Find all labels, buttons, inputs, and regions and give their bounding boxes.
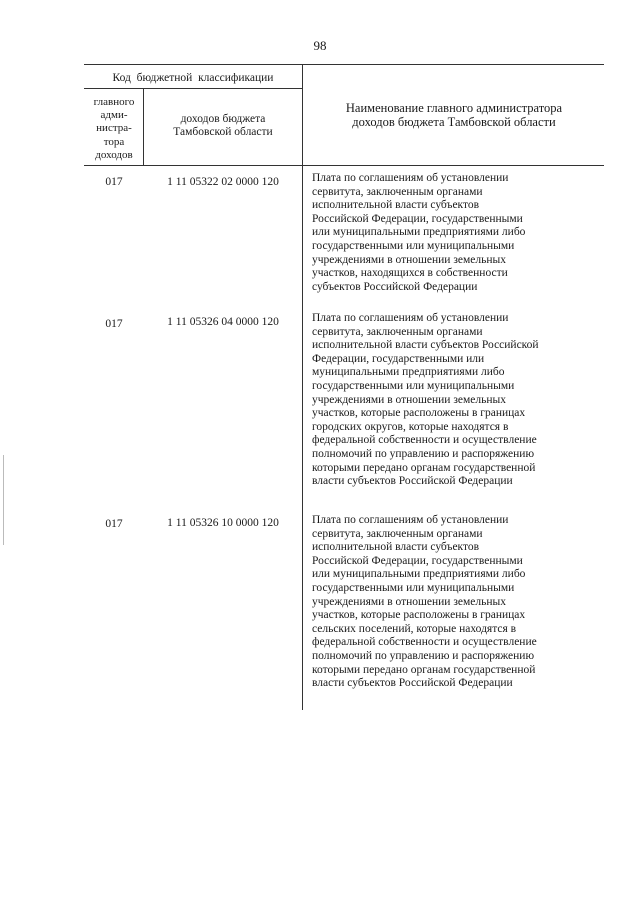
- column-divider-name: [302, 64, 303, 710]
- header-group-title: Код бюджетной классификации: [112, 72, 274, 84]
- table-row-3-admin-code: 017: [105, 518, 123, 530]
- table-row-1-name: Плата по соглашениям об установлении сервитута, заключенным органами исполнительной власти субъектов Российской Федерации, государственными или муниципальными предприятиями либо государственными или муниципальными учреждениями в отношении земельных участков, находящихся в собственности субъектов Российской Федерации: [312, 172, 526, 293]
- page-number: 98: [313, 38, 327, 53]
- header-income-code: доходов бюджета Тамбовской области: [173, 113, 273, 138]
- table-row-2-income-code: 1 11 05326 04 0000 120: [167, 316, 279, 328]
- table-row-2-admin-code: 017: [105, 318, 123, 330]
- header-name: Наименование главного администратора доходов бюджета Тамбовской области: [345, 101, 563, 129]
- table-row-1-admin-code: 017: [105, 176, 123, 188]
- scan-margin-mark: [3, 455, 4, 545]
- header-admin-code: главного адми- нистра- тора доходов: [93, 96, 135, 161]
- table-row-1-income-code: 1 11 05322 02 0000 120: [167, 176, 279, 188]
- header-group-rule: [84, 88, 302, 89]
- table-row-2-name: Плата по соглашениям об установлении сервитута, заключенным органами исполнительной власти субъектов Российской Федерации, государственными или муниципальными предприятиями либо государственными или муниципальными учреждениями в отношении земельных участков, которые расположены в границах городских округов, которые находятся в федеральной собственности и осуществление полномочий по управлению и распоряжению которыми передано органам государственной власти субъектов Российской Федерации: [312, 312, 539, 488]
- table-top-rule: [84, 64, 604, 65]
- header-bottom-rule: [84, 165, 604, 166]
- table-row-3-name: Плата по соглашениям об установлении сервитута, заключенным органами исполнительной власти субъектов Российской Федерации, государственными или муниципальными предприятиями либо государственными или муниципальными учреждениями в отношении земельных участков, которые расположены в границах сельских поселений, которые находятся в федеральной собственности и осуществление полномочий по управлению и распоряжению которыми передано органам государственной власти субъектов Российской Федерации: [312, 514, 537, 690]
- table-row-3-income-code: 1 11 05326 10 0000 120: [167, 517, 279, 529]
